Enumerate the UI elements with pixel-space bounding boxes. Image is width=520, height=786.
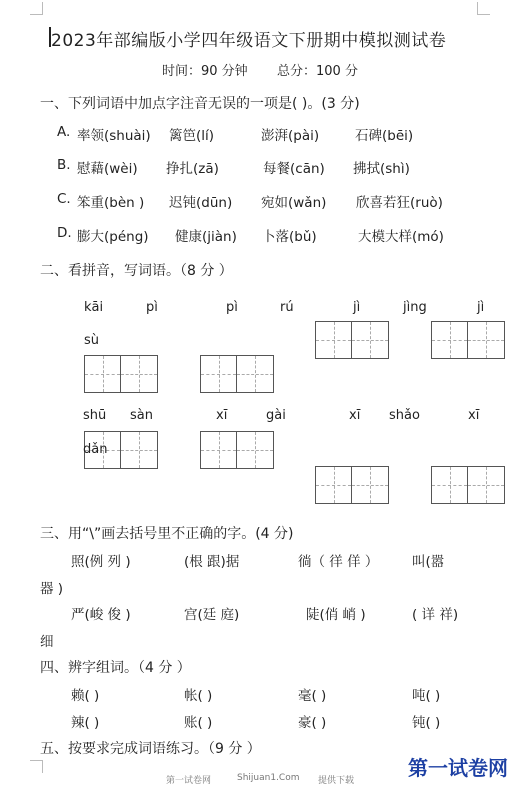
time-label: 时间：90 分钟 (162, 64, 248, 79)
option-a-word-4: 石碑(bēi) (355, 128, 414, 144)
score-label: 总分：100 分 (277, 64, 358, 79)
option-d-word-2: 健康(jiàn) (175, 229, 237, 245)
corner-mark-bottom-left (30, 760, 43, 773)
choice-item: 陡(俏 峭 ) (306, 607, 366, 623)
section-2-heading: 二、看拼音，写词语。（8 分 ） (40, 263, 233, 279)
choice-item: 徜（ 徉 佯 ） (298, 554, 379, 570)
pinyin: rú (280, 300, 294, 315)
option-d-word-1: 膨大(péng) (77, 229, 149, 245)
pinyin: dǎn (83, 442, 108, 457)
corner-mark-top-right (477, 2, 490, 15)
footer-right: 提供下载 (318, 776, 355, 786)
word-pair-item: 毫( ) (298, 688, 327, 704)
option-a-word-3: 澎湃(pài) (261, 128, 320, 144)
word-pair-item: 吨( ) (412, 688, 441, 704)
pinyin: jì (477, 300, 485, 315)
pinyin: xī (349, 408, 361, 423)
section-1-heading: 一、下列词语中加点字注音无误的一项是( )。(3 分) (40, 96, 360, 112)
choice-item-continued: 细 (40, 634, 54, 650)
word-pair-item: 帐( ) (184, 688, 213, 704)
section-5-heading: 五、按要求完成词语练习。（9 分 ） (40, 741, 261, 757)
footer-center: Shijuan1.Com (237, 773, 300, 783)
choice-item-continued: 器 ) (40, 581, 64, 597)
pinyin: xī (216, 408, 228, 423)
pinyin: shū (83, 408, 107, 423)
option-b-word-4: 拂拭(shì) (353, 161, 410, 177)
pinyin: xī (468, 408, 480, 423)
option-b-word-2: 挣扎(zā) (166, 161, 219, 177)
page-title: 2023年部编版小学四年级语文下册期中模拟测试卷 (51, 31, 447, 51)
word-pair-item: 辣( ) (71, 715, 100, 731)
writing-grid[interactable] (315, 466, 389, 504)
option-b-word-3: 每餐(cān) (263, 161, 325, 177)
option-a-word-1: 率领(shuài) (77, 128, 151, 144)
option-a-letter: A. (57, 124, 71, 140)
option-b-word-1: 慰藉(wèi) (77, 161, 138, 177)
option-c-word-3: 宛如(wǎn) (261, 195, 327, 211)
pinyin: jì (353, 300, 361, 315)
option-c-letter: C. (57, 191, 71, 207)
writing-grid[interactable] (431, 321, 505, 359)
pinyin: jìng (403, 300, 427, 315)
pinyin: pì (146, 300, 158, 315)
writing-grid[interactable] (431, 466, 505, 504)
writing-grid[interactable] (200, 355, 274, 393)
choice-item: 宫(廷 庭) (184, 607, 240, 623)
word-pair-item: 豪( ) (298, 715, 327, 731)
pinyin: shǎo (389, 408, 420, 423)
choice-item: ( 详 祥) (412, 607, 459, 623)
word-pair-item: 账( ) (184, 715, 213, 731)
choice-item: 叫(嚣 (412, 554, 445, 570)
option-a-word-2: 篱笆(lí) (169, 128, 215, 144)
pinyin: sù (84, 333, 100, 348)
choice-item: 照(例 列 ) (71, 554, 131, 570)
option-c-word-1: 笨重(bèn ) (77, 195, 145, 211)
section-3-heading: 三、用“\”画去括号里不正确的字。(4 分) (40, 526, 294, 542)
pinyin: pì (226, 300, 238, 315)
choice-item: (根 跟)据 (184, 554, 240, 570)
word-pair-item: 钝( ) (412, 715, 441, 731)
pinyin: gài (266, 408, 286, 423)
option-b-letter: B. (57, 157, 71, 173)
pinyin: kāi (84, 300, 104, 315)
footer-left: 第一试卷网 (166, 776, 212, 786)
option-c-word-2: 迟钝(dūn) (169, 195, 233, 211)
option-d-letter: D. (57, 225, 72, 241)
writing-grid[interactable] (200, 431, 274, 469)
pinyin: sàn (130, 408, 153, 423)
writing-grid[interactable] (84, 355, 158, 393)
word-pair-item: 赖( ) (71, 688, 100, 704)
corner-mark-top-left (30, 2, 43, 15)
option-d-word-3: 卜落(bǔ) (262, 229, 317, 245)
option-c-word-4: 欣喜若狂(ruò) (356, 195, 443, 211)
section-4-heading: 四、辨字组词。（4 分 ） (40, 660, 191, 676)
option-d-word-4: 大模大样(mó) (358, 229, 444, 245)
watermark-logo: 第一试卷网 (408, 756, 508, 780)
choice-item: 严(峻 俊 ) (71, 607, 131, 623)
writing-grid[interactable] (315, 321, 389, 359)
